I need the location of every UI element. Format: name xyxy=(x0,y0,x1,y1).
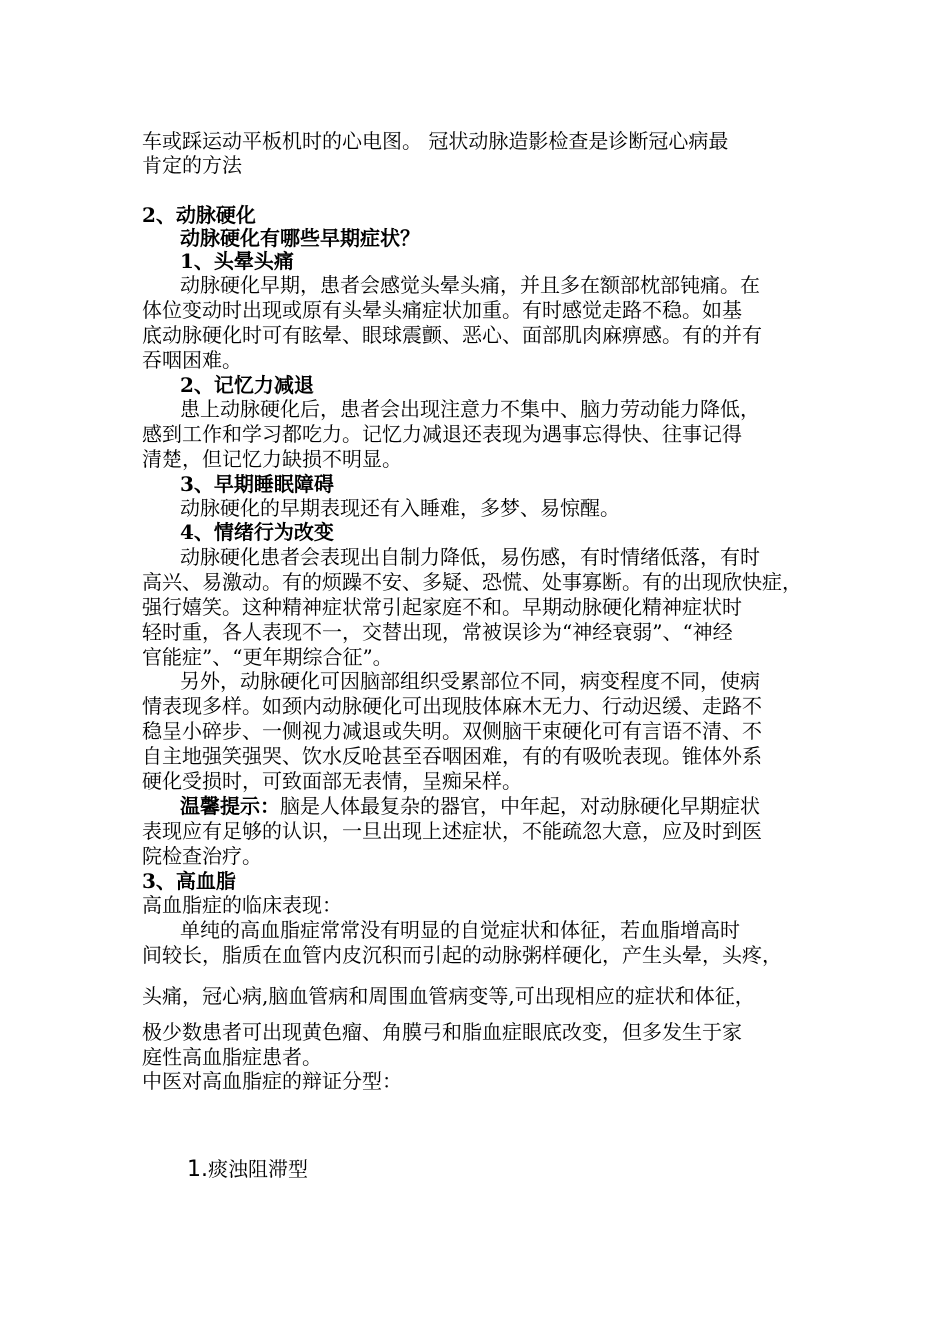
symptom-1-line: 动脉硬化早期，患者会感觉头晕头痛，并且多在额部枕部钝痛。在 xyxy=(180,273,760,297)
section-question: 动脉硬化有哪些早期症状？ xyxy=(180,226,420,250)
symptom-4-line: 动脉硬化患者会表现出自制力降低，易伤感，有时情绪低落，有时 xyxy=(180,545,760,569)
list-item-number: 1. xyxy=(187,1157,208,1182)
symptom-4-title: 4、情绪行为改变 xyxy=(180,520,334,544)
symptom-1-title: 1、头晕头痛 xyxy=(180,249,294,273)
symptom-3-line: 动脉硬化的早期表现还有入睡难，多梦、易惊醒。 xyxy=(180,496,620,520)
symptom-2-line: 患上动脉硬化后，患者会出现注意力不集中、脑力劳动能力降低， xyxy=(180,397,760,421)
list-item-text: 痰浊阻滞型 xyxy=(208,1157,308,1181)
tip-label: 温馨提示： xyxy=(180,794,280,818)
symptom-4-line: 轻时重，各人表现不一，交替出现，常被误诊为“神经衰弱”、“神经 xyxy=(142,620,733,644)
symptom-4-line: 高兴、易激动。有的烦躁不安、多疑、恐慌、处事寡断。有的出现欣快症， xyxy=(142,570,802,594)
symptom-4-line: 官能症”、“更年期综合征”。 xyxy=(142,645,393,669)
clinical-line: 头痛，冠心病,脑血管病和周围血管病变等,可出现相应的症状和体征， xyxy=(142,984,755,1008)
extra-paragraph-line: 情表现多样。如颈内动脉硬化可出现肢体麻木无力、行动迟缓、走路不 xyxy=(142,694,762,718)
symptom-2-line: 感到工作和学习都吃力。记忆力减退还表现为遇事忘得快、往事记得 xyxy=(142,422,742,446)
section-heading-atherosclerosis: 2、动脉硬化 xyxy=(142,203,256,227)
tcm-classification-title: 中医对高血脂症的辩证分型： xyxy=(142,1069,402,1093)
symptom-1-line: 吞咽困难。 xyxy=(142,348,242,372)
tip-text: 脑是人体最复杂的器官，中年起，对动脉硬化早期症状 xyxy=(280,794,760,818)
section-heading-hyperlipidemia: 3、高血脂 xyxy=(142,869,236,893)
clinical-line: 庭性高血脂症患者。 xyxy=(142,1045,322,1069)
tip-line: 表现应有足够的认识，一旦出现上述症状，不能疏忽大意，应及时到医 xyxy=(142,819,762,843)
intro-line-2: 肯定的方法 xyxy=(142,153,242,177)
list-item xyxy=(187,1157,308,1182)
symptom-1-line: 体位变动时出现或原有头晕头痛症状加重。有时感觉走路不稳。如基 xyxy=(142,298,742,322)
extra-paragraph-line: 自主地强笑强哭、饮水反呛甚至吞咽困难，有的有吸吮表现。锥体外系 xyxy=(142,744,762,768)
clinical-line: 极少数患者可出现黄色瘤、角膜弓和脂血症眼底改变，但多发生于家 xyxy=(142,1020,742,1044)
clinical-subtitle: 高血脂症的临床表现： xyxy=(142,893,342,917)
symptom-1-line: 底动脉硬化时可有眩晕、眼球震颤、恶心、面部肌肉麻痹感。有的并有 xyxy=(142,323,762,347)
extra-paragraph-line: 另外，动脉硬化可因脑部组织受累部位不同，病变程度不同，使病 xyxy=(180,669,760,693)
intro-line-1: 车或踩运动平板机时的心电图。 冠状动脉造影检查是诊断冠心病最 xyxy=(142,129,729,153)
clinical-line: 单纯的高血脂症常常没有明显的自觉症状和体征，若血脂增高时 xyxy=(180,918,740,942)
tip-line: 院检查治疗。 xyxy=(142,844,262,868)
symptom-3-title: 3、早期睡眠障碍 xyxy=(180,472,334,496)
tip-line-1 xyxy=(180,794,760,818)
clinical-line: 间较长，脂质在血管内皮沉积而引起的动脉粥样硬化，产生头晕，头疼， xyxy=(142,943,782,967)
extra-paragraph-line: 稳呈小碎步、一侧视力减退或失明。双侧脑干束硬化可有言语不清、不 xyxy=(142,719,762,743)
symptom-4-line: 强行嬉笑。这种精神症状常引起家庭不和。早期动脉硬化精神症状时 xyxy=(142,595,742,619)
symptom-2-title: 2、记忆力减退 xyxy=(180,373,314,397)
symptom-2-line: 清楚，但记忆力缺损不明显。 xyxy=(142,447,402,471)
extra-paragraph-line: 硬化受损时，可致面部无表情，呈痴呆样。 xyxy=(142,769,522,793)
